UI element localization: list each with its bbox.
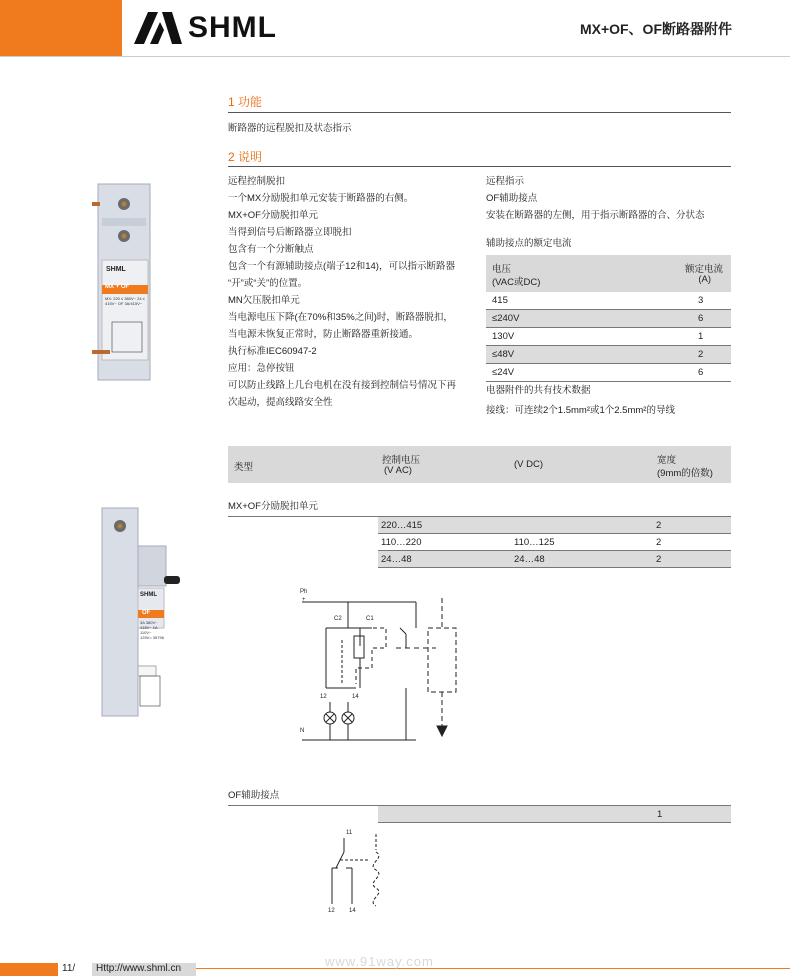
rated-current: 3 <box>698 295 704 306</box>
label-plus: + <box>302 597 306 603</box>
page-number: 11/ <box>62 963 76 974</box>
col-dc: (V DC) <box>514 459 544 470</box>
product2-model: OF <box>142 610 151 616</box>
page-title: MX+OF、OF断路器附件 <box>579 21 732 37</box>
of-wiring-diagram <box>322 830 392 920</box>
label-ph: Ph <box>300 589 308 595</box>
desc-line: 包含有一个分断触点 <box>228 244 314 255</box>
rated-head-current: 额定电流 <box>684 264 723 275</box>
table-row <box>486 310 731 327</box>
rated-head-current-unit: (A) <box>698 274 711 285</box>
cell-width: 2 <box>656 554 662 565</box>
rated-voltage: ≤240V <box>492 313 520 324</box>
rated-voltage: 130V <box>492 331 515 342</box>
rated-voltage: ≤24V <box>492 367 515 378</box>
rated-current: 6 <box>698 367 704 378</box>
table-row <box>486 346 731 363</box>
label-c2: C2 <box>334 616 342 622</box>
desc-line: MX+OF分励脱扣单元 <box>228 210 318 221</box>
product1-spec: MX: 220 ≤ 380V~ 24 ≤ 415V~ OF 3A/415V~ <box>105 296 145 306</box>
footer-accent-bar <box>0 963 58 976</box>
desc-line: 可以防止线路上几台电机在没有接到控制信号情况下再 <box>228 380 457 391</box>
rated-voltage: ≤48V <box>492 349 515 360</box>
section1-title: 1 功能 <box>228 95 263 109</box>
table-row <box>378 517 731 533</box>
section2-title: 2 说明 <box>228 150 263 164</box>
product2-spec: 3A 380V~ 415V~ 1A 110V~ 125V= 35796 <box>140 620 164 640</box>
desc-line: 当得到信号后断路器立即脱扣 <box>228 227 352 238</box>
watermark: www.91way.com <box>325 954 434 969</box>
label-12: 12 <box>320 694 327 700</box>
section1-rule <box>228 112 731 113</box>
label-11: 11 <box>346 830 353 836</box>
desc-line: 次起动，提高线路安全性 <box>228 397 333 408</box>
type-table-header <box>228 446 731 483</box>
rated-table-header <box>486 255 731 292</box>
desc-line: 当电源未恢复正常时，防止断路器重新接通。 <box>228 329 419 340</box>
label-c1: C1 <box>366 616 374 622</box>
label-14: 14 <box>352 694 359 700</box>
footer-url[interactable]: Http://www.shml.cn <box>96 963 182 974</box>
rated-head-voltage-unit: (VAC或DC) <box>492 277 541 288</box>
row-divider <box>378 822 731 823</box>
footer-rule <box>196 968 790 969</box>
cell-width: 2 <box>656 537 662 548</box>
col-ac-unit: (V AC) <box>384 465 412 476</box>
rated-head-voltage: 电压 <box>492 264 512 275</box>
desc-line: OF辅助接点 <box>486 193 538 204</box>
type-table-body <box>378 517 731 568</box>
wiring-spec: 接线：可连续2个1.5mm²或1个2.5mm²的导线 <box>486 405 675 416</box>
mx-of-circuit-icon <box>296 588 472 750</box>
table-row <box>378 806 731 822</box>
desc-line: 包含一个有源辅助接点(端子12和14)，可以指示断路器 <box>228 261 455 272</box>
mx-of-device-icon <box>92 182 162 382</box>
cell-ac: 220…415 <box>381 520 423 531</box>
product-mx-of-image <box>92 182 162 382</box>
label-12: 12 <box>328 908 335 914</box>
rated-voltage: 415 <box>492 295 508 306</box>
desc-line: 一个MX分励脱扣单元安装于断路器的右侧。 <box>228 193 414 204</box>
rated-current: 2 <box>698 349 704 360</box>
rated-current: 1 <box>698 331 704 342</box>
product1-brand: SHML <box>106 266 126 273</box>
rated-current-title: 辅助接点的额定电流 <box>486 238 572 249</box>
rated-table-body <box>486 292 731 382</box>
cell-width: 2 <box>656 520 662 531</box>
of-device-icon <box>96 506 186 718</box>
label-14: 14 <box>349 908 356 914</box>
cell-dc: 110…125 <box>514 537 555 548</box>
table-row <box>378 551 731 567</box>
logo-mark-icon <box>132 10 184 46</box>
cell-dc: 24…48 <box>514 554 545 565</box>
brand-logo <box>122 0 332 56</box>
mx-of-wiring-diagram <box>296 588 472 750</box>
col-width-unit: (9mm的倍数) <box>657 468 713 479</box>
col-type: 类型 <box>234 462 254 473</box>
product-of-image <box>96 506 186 718</box>
desc-line: 执行标准IEC60947-2 <box>228 346 317 357</box>
description-left-column <box>228 173 456 411</box>
of-circuit-icon <box>322 830 392 920</box>
group-mx-of-title: MX+OF分励脱扣单元 <box>228 501 318 512</box>
section1-text: 断路器的远程脱扣及状态指示 <box>228 123 352 134</box>
header-accent-bar <box>0 0 122 56</box>
rated-current: 6 <box>698 313 704 324</box>
description-right-column <box>486 173 705 224</box>
section2-rule <box>228 166 731 167</box>
brand-name: SHML <box>188 11 277 44</box>
common-data-title: 电器附件的共有技术数据 <box>486 385 591 396</box>
desc-line: “开”或“关”的位置。 <box>228 278 308 289</box>
label-n: N <box>300 728 305 734</box>
col-width: 宽度 <box>657 455 677 466</box>
desc-line: 远程控制脱扣 <box>228 176 286 187</box>
footer-url-box <box>92 963 196 976</box>
group-of-title: OF辅助接点 <box>228 790 280 801</box>
label-minus: - <box>302 738 304 744</box>
col-ac: 控制电压 <box>382 455 421 466</box>
table-row <box>486 328 731 345</box>
table-row <box>486 292 731 309</box>
cell-ac: 110…220 <box>381 537 422 548</box>
desc-line: 应用：急停按钮 <box>228 363 295 374</box>
table-row <box>378 534 731 550</box>
desc-line: MN欠压脱扣单元 <box>228 295 300 306</box>
desc-line: 安装在断路器的左侧，用于指示断路器的合、分状态 <box>486 210 705 221</box>
desc-line: 当电源电压下降(在70%和35%之间)时，断路器脱扣， <box>228 312 453 323</box>
table-row <box>486 364 731 381</box>
product2-brand: SHML <box>140 592 157 598</box>
row-divider <box>378 567 731 568</box>
cell-ac: 24…48 <box>381 554 412 565</box>
cell-width: 1 <box>657 809 663 820</box>
header-divider <box>0 56 790 57</box>
product1-model: MX + OF <box>105 284 130 290</box>
desc-line: 远程指示 <box>486 176 525 187</box>
